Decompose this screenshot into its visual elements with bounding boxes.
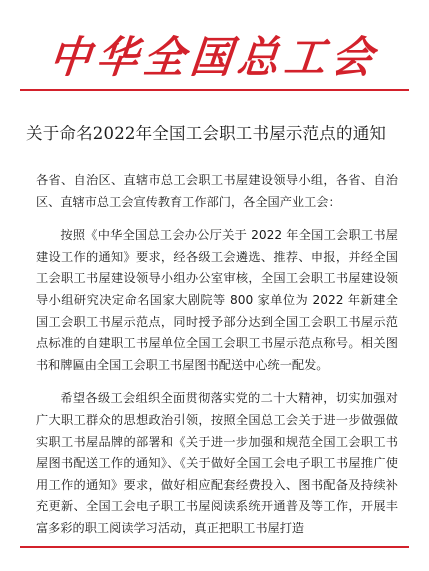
footer-red-rule: [20, 546, 409, 548]
document-title: 关于命名2022年全国工会职工书屋示范点的通知: [26, 124, 387, 143]
paragraph-1: 按照《中华全国总工会办公厅关于 2022 年全国工会职工书屋建设工作的通知》要求，经各级工会遴选、推荐、申报，并经全国工会职工书屋建设领导小组办公室审核，全国工会职工书屋建设领导小组研究决定命名国家大剧院等 800 家单位为 2022 年新建全国工会职工书屋示范点，同时授予部分达到全国工会职工书屋示范点标准的自建职工书屋单位全国工会职工书屋示范点称号。相关图书和牌匾由全国工会职工书屋图书配送中心统一配发。: [36, 228, 398, 372]
masthead-red-rule: [20, 89, 409, 91]
org-masthead-logo: 中华全国总工会: [46, 31, 382, 82]
paragraph-2: 希望各级工会组织全面贯彻落实党的二十大精神，切实加强对广大职工群众的思想政治引领，按照全国总工会关于进一步做强做实职工书屋品牌的部署和《关于进一步加强和规范全国工会职工书屋图书配送工作的通知》、《关于做好全国工会电子职工书屋推广使用工作的通知》要求，做好相应配套经费投入、图书配备及持续补充更新、全国工会电子职工书屋阅读系统开通普及等工作，开展丰富多彩的职工阅读学习活动，真正把职工书屋打造: [36, 391, 398, 535]
masthead: [0, 22, 429, 84]
document-body: [36, 170, 398, 552]
salutation: 各省、自治区、直辖市总工会职工书屋建设领导小组，各省、自治区、直辖市总工会宣传教育工作部门，各全国产业工会：: [36, 173, 398, 209]
